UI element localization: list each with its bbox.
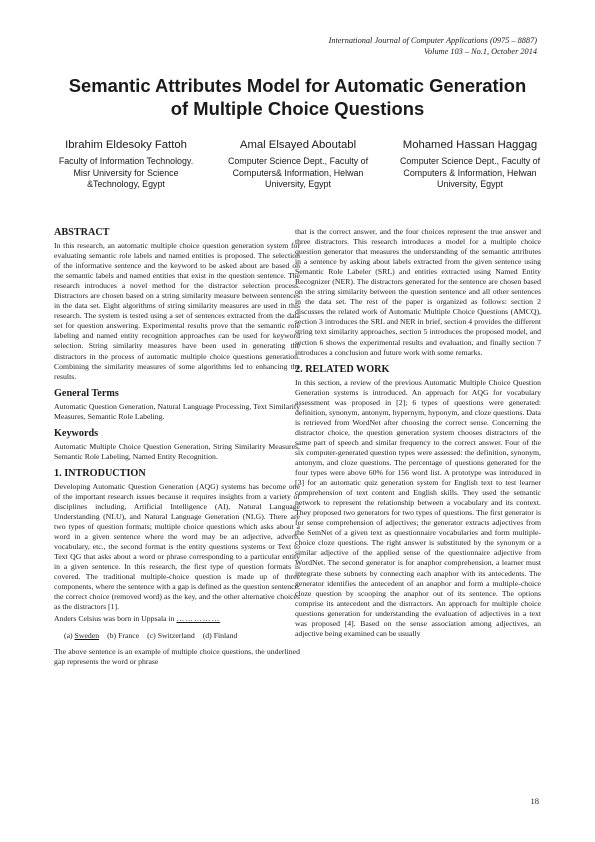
title-line-2: of Multiple Choice Questions (170, 98, 425, 119)
choice-a-label: (a) (64, 630, 73, 640)
author-name: Mohamed Hassan Haggag (402, 139, 538, 151)
choice-b: (b) France (107, 630, 140, 640)
title-line-1: Semantic Attributes Model for Automatic Generation (68, 75, 527, 96)
left-column (54, 227, 300, 667)
introduction-heading: 1. INTRODUCTION (54, 467, 146, 479)
author-3 (384, 138, 556, 191)
example-text: Anders Celsius was born in Uppsala in (54, 614, 175, 624)
affiliation-line: Computers & Information, Helwan (403, 167, 537, 178)
related-work-text: In this section, a review of the previous Automatic Multiple Choice Question Generation systems is introduced. An approach for AQG for vocabulary assessment was proposed in [2]; 6 types of questions were generated: definition, synonym, antonym, hypernym, hyponym, and cloze questions. Data is retrieved from WordNet after choosing the correct sense. Concerning the distractor choice, the question generation system chooses distractors of the same part of speech and similar frequency to the correct answer. Four of the six computer-generated question types were assessed: the definition, synonym, antonym, and cloze questions. The percentage of questions generated for the four types were above 60% for 156 word list. A prototype was introduced in [3] for an automatic quiz generation system for English text to test learner comprehension of text content and English skills. They used the semantic network to represent the relationship between a vocabulary and its context. They proposed two generators for two types of questions. The first generator is for sense comprehension of adjectives; the generator extracts adjectives from the SemNet of a given text as questionnaire vocabularies and form multiple-choice cloze questions. The right answer is substituted by the synonym or a similar adjective of the applied sense of the questionnaire adjective from WordNet. The second generator is for anaphor comprehension, a learner must integrate these subnets by connecting each anaphor with its antecedents. The generator identifies the antecedent of an anaphor and form a multiple-choice cloze question by scooping the anaphor out of its sentence. The options comprise its antecedent and the distractors. An approach for multiple choice questions generation for understanding the evaluation of adjectives in a text was proposed [4]. Based on the sense association among adjectives, an adjective being examined can be usually (295, 377, 541, 638)
choice-d: (d) Finland (202, 630, 238, 640)
example-blank: …………… (176, 614, 221, 624)
affiliation-line: Misr University for Science (73, 167, 179, 178)
related-work-heading: 2. RELATED WORK (295, 363, 390, 375)
choice-a (64, 631, 99, 641)
author-1 (40, 138, 212, 191)
introduction-paragraph-2: The above sentence is an example of multiple choice questions, the underlined gap represents the word or phrase (54, 646, 300, 666)
right-column (295, 227, 541, 639)
author-name: Ibrahim Eldesoky Fattoh (65, 139, 187, 151)
affiliation-line: &Technology, Egypt (87, 179, 165, 189)
affiliation-line: Computers& Information, Helwan (232, 167, 364, 178)
affiliation-line: Computer Science Dept., Faculty of (399, 156, 541, 166)
journal-name: International Journal of Computer Applications (0975 – 8887) (328, 36, 537, 45)
affiliation-line: Faculty of Information Technology. (58, 156, 194, 166)
author-affiliation (212, 156, 384, 191)
author-name: Amal Elsayed Aboutabl (239, 139, 357, 151)
paper-title (40, 74, 555, 120)
journal-volume: Volume 103 – No.1, October 2014 (423, 46, 537, 56)
general-terms-text: Automatic Question Generation, Natural Language Processing, Text Similarity Measures, Semantic Role Labeling. (54, 401, 300, 421)
author-2 (212, 138, 384, 191)
abstract-text: In this research, an automatic multiple choice question generation system for evaluating semantic role labels and named entities is proposed. The selection of the informative sentence and the keyword to be asked about are based on the semantic labels and named entities that exist in the question sentence. The research introduces a novel method for the distractor selection process. Distractors are chosen based on a string similarity measure between sentences in the data set. Eight algorithms of string similarity measures are used in this research. The system is tested using a set of sentences extracted from the data set for question answering. Experimental results prove that the semantic role labeling and named entity recognition approaches can be used for keyword selection. String similarity measures have been used in generating the distractors in the process of automatic multiple choice questions generation. Combining the similarity measures of some algorithms led to enhancing the results. (54, 241, 300, 381)
choice-a-text: Sweden (74, 630, 100, 640)
author-affiliation (384, 156, 556, 191)
affiliation-line: University, Egypt (437, 179, 503, 189)
general-terms-heading: General Terms (54, 387, 119, 399)
introduction-continued: that is the correct answer, and the four choices represent the true answer and three distractors. This research introduces a model for a multiple choice question generator that measures the understanding of the semantic attributes in a sentence by asking about labels extracted from the given sentence using Semantic Role Labeler (SRL) and entities extracted using Named Entity Recognizer (NER). The distractors generated for the sentence are chosen based on the string similarity between the question sentence and all other sentences in the data set. The rest of the paper is organized as follows: section 2 discusses the related work of Automatic Multiple Choice Questions (AMCQ), section 3 introduces the SRL and NER in brief, section 4 provides the different string text similarity approaches, section 5 introduces the proposed model, and section 6 shows the experimental results and evaluation, and finally section 7 introduces a conclusion and future work with some remarks. (295, 227, 541, 357)
keywords-text: Automatic Multiple Choice Question Generation, String Similarity Measures, Semantic Role Labeling, Named Entity Recognition. (54, 441, 300, 461)
example-choices (54, 631, 300, 641)
example-sentence (54, 614, 300, 624)
abstract-heading: ABSTRACT (54, 227, 110, 238)
affiliation-line: Computer Science Dept., Faculty of (227, 156, 369, 166)
journal-header (329, 36, 537, 57)
page-number: 18 (530, 796, 539, 806)
author-affiliation (40, 156, 212, 191)
choice-c: (c) Switzerland (147, 630, 195, 640)
affiliation-line: University, Egypt (265, 179, 331, 189)
keywords-heading: Keywords (54, 427, 99, 439)
introduction-paragraph: Developing Automatic Question Generation (AQG) systems has become one of the important research issues because it requires insights from a variety of disciplines including, Artificial Intelligence (AI), Natural Language Understanding (NLU), and Natural Language Generation (NLG). There are two types of question formats; multiple choice questions which asks about a word in a given sentence where the word may be an adjective, adverb, vocabulary, etc., the second format is the entity questions systems or Text to Text QG that asks about a word or phrase corresponding to a particular entity in a given sentence. In this research, the first type of question formats is covered. The traditional multiple-choice question is made up of three components, where the sentence with a gap is defined as the question sentence, the correct choice (removed word) as the key, and the other alternative choices as the distractors [1]. (54, 481, 300, 612)
